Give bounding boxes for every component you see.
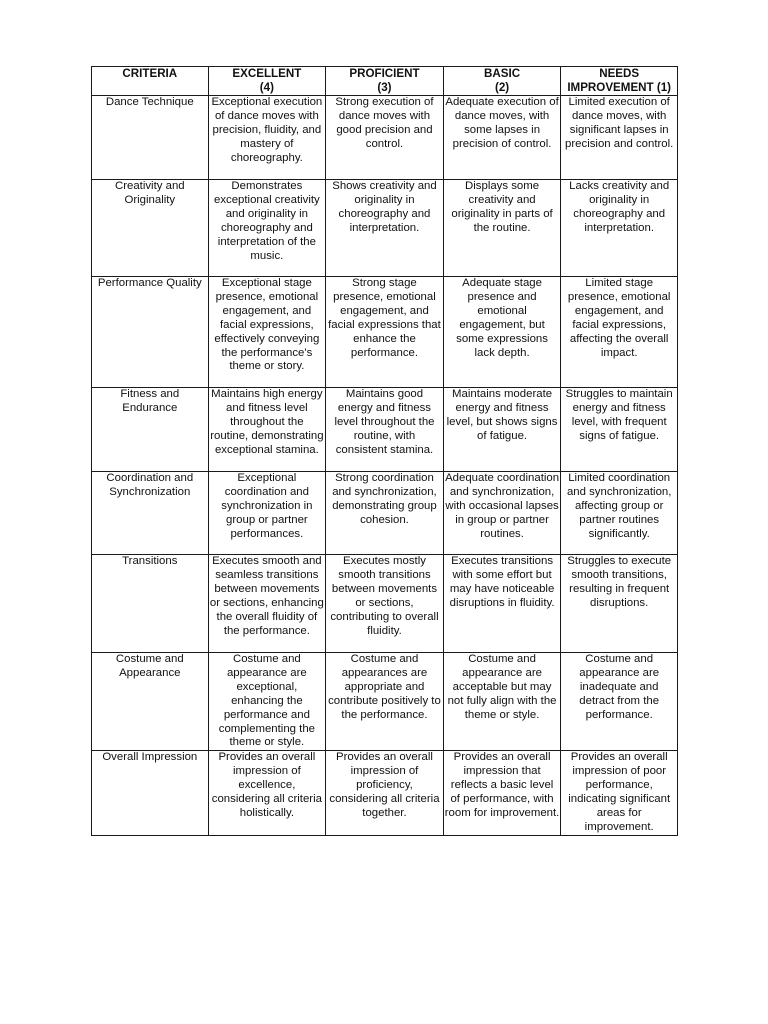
header-excellent bbox=[208, 67, 326, 96]
basic-cell: Provides an overall impression that reflects a basic level of performance, with room for improvement. bbox=[443, 751, 561, 835]
needs-improvement-cell: Struggles to execute smooth transitions, resulting in frequent disruptions. bbox=[561, 555, 678, 653]
criterion-cell: Performance Quality bbox=[92, 277, 209, 388]
proficient-cell: Provides an overall impression of proficiency, considering all criteria together. bbox=[326, 751, 444, 835]
criterion-cell: Coordination and Synchronization bbox=[92, 472, 209, 555]
needs-improvement-cell: Provides an overall impression of poor performance, indicating significant areas for improvement. bbox=[561, 751, 678, 835]
criterion-cell: Creativity and Originality bbox=[92, 180, 209, 277]
excellent-cell: Maintains high energy and fitness level throughout the routine, demonstrating exceptional stamina. bbox=[208, 388, 326, 472]
header-title: EXCELLENT bbox=[232, 67, 302, 80]
header-title: NEEDS bbox=[599, 67, 640, 80]
excellent-cell: Provides an overall impression of excellence, considering all criteria holistically. bbox=[208, 751, 326, 835]
header-score: (2) bbox=[494, 80, 510, 94]
dance-rubric-table bbox=[91, 66, 678, 836]
proficient-cell: Strong execution of dance moves with good precision and control. bbox=[326, 96, 444, 180]
excellent-cell: Exceptional coordination and synchronization in group or partner performances. bbox=[208, 472, 326, 555]
needs-improvement-cell: Lacks creativity and originality in choreography and interpretation. bbox=[561, 180, 678, 277]
table-row bbox=[92, 555, 678, 653]
basic-cell: Displays some creativity and originality in parts of the routine. bbox=[443, 180, 561, 277]
proficient-cell: Maintains good energy and fitness level throughout the routine, with consistent stamina. bbox=[326, 388, 444, 472]
header-score: IMPROVEMENT (1) bbox=[567, 80, 672, 94]
needs-improvement-cell: Costume and appearance are inadequate and detract from the performance. bbox=[561, 653, 678, 751]
basic-cell: Adequate execution of dance moves, with some lapses in precision of control. bbox=[443, 96, 561, 180]
header-score: (3) bbox=[377, 80, 392, 94]
table-row bbox=[92, 472, 678, 555]
needs-improvement-cell: Limited execution of dance moves, with significant lapses in precision and control. bbox=[561, 96, 678, 180]
table-row bbox=[92, 277, 678, 388]
criterion-cell: Dance Technique bbox=[92, 96, 209, 180]
criterion-cell: Transitions bbox=[92, 555, 209, 653]
basic-cell: Adequate stage presence and emotional engagement, but some expressions lack depth. bbox=[443, 277, 561, 388]
header-score: (4) bbox=[259, 80, 274, 94]
excellent-cell: Demonstrates exceptional creativity and originality in choreography and interpretation of the music. bbox=[208, 180, 326, 277]
proficient-cell: Shows creativity and originality in choreography and interpretation. bbox=[326, 180, 444, 277]
proficient-cell: Executes mostly smooth transitions between movements or sections, contributing to overall fluidity. bbox=[326, 555, 444, 653]
needs-improvement-cell: Limited stage presence, emotional engagement, and facial expressions, affecting the overall impact. bbox=[561, 277, 678, 388]
criterion-cell: Fitness and Endurance bbox=[92, 388, 209, 472]
needs-improvement-cell: Limited coordination and synchronization, affecting group or partner routines significantly. bbox=[561, 472, 678, 555]
proficient-cell: Costume and appearances are appropriate and contribute positively to the performance. bbox=[326, 653, 444, 751]
basic-cell: Executes transitions with some effort but may have noticeable disruptions in fluidity. bbox=[443, 555, 561, 653]
header-basic bbox=[443, 67, 561, 96]
needs-improvement-cell: Struggles to maintain energy and fitness level, with frequent signs of fatigue. bbox=[561, 388, 678, 472]
basic-cell: Costume and appearance are acceptable but may not fully align with the theme or style. bbox=[443, 653, 561, 751]
criterion-cell: Overall Impression bbox=[92, 751, 209, 835]
header-title: PROFICIENT bbox=[349, 67, 420, 80]
proficient-cell: Strong coordination and synchronization, demonstrating group cohesion. bbox=[326, 472, 444, 555]
header-title: CRITERIA bbox=[122, 67, 178, 80]
header-needs-improvement bbox=[561, 67, 678, 96]
proficient-cell: Strong stage presence, emotional engagement, and facial expressions that enhance the performance. bbox=[326, 277, 444, 388]
excellent-cell: Exceptional stage presence, emotional engagement, and facial expressions, effectively conveying the performance's theme or story. bbox=[208, 277, 326, 388]
table-row bbox=[92, 653, 678, 751]
table-header-row bbox=[92, 67, 678, 96]
header-proficient bbox=[326, 67, 444, 96]
table-row bbox=[92, 751, 678, 835]
header-criteria bbox=[92, 67, 209, 96]
header-title: BASIC bbox=[484, 67, 521, 80]
excellent-cell: Executes smooth and seamless transitions between movements or sections, enhancing the overall fluidity of the performance. bbox=[208, 555, 326, 653]
table-row bbox=[92, 388, 678, 472]
table-row bbox=[92, 96, 678, 180]
table-row bbox=[92, 180, 678, 277]
excellent-cell: Costume and appearance are exceptional, enhancing the performance and complementing the theme or style. bbox=[208, 653, 326, 751]
excellent-cell: Exceptional execution of dance moves with precision, fluidity, and mastery of choreography. bbox=[208, 96, 326, 180]
basic-cell: Maintains moderate energy and fitness level, but shows signs of fatigue. bbox=[443, 388, 561, 472]
criterion-cell: Costume and Appearance bbox=[92, 653, 209, 751]
basic-cell: Adequate coordination and synchronization, with occasional lapses in group or partner routines. bbox=[443, 472, 561, 555]
